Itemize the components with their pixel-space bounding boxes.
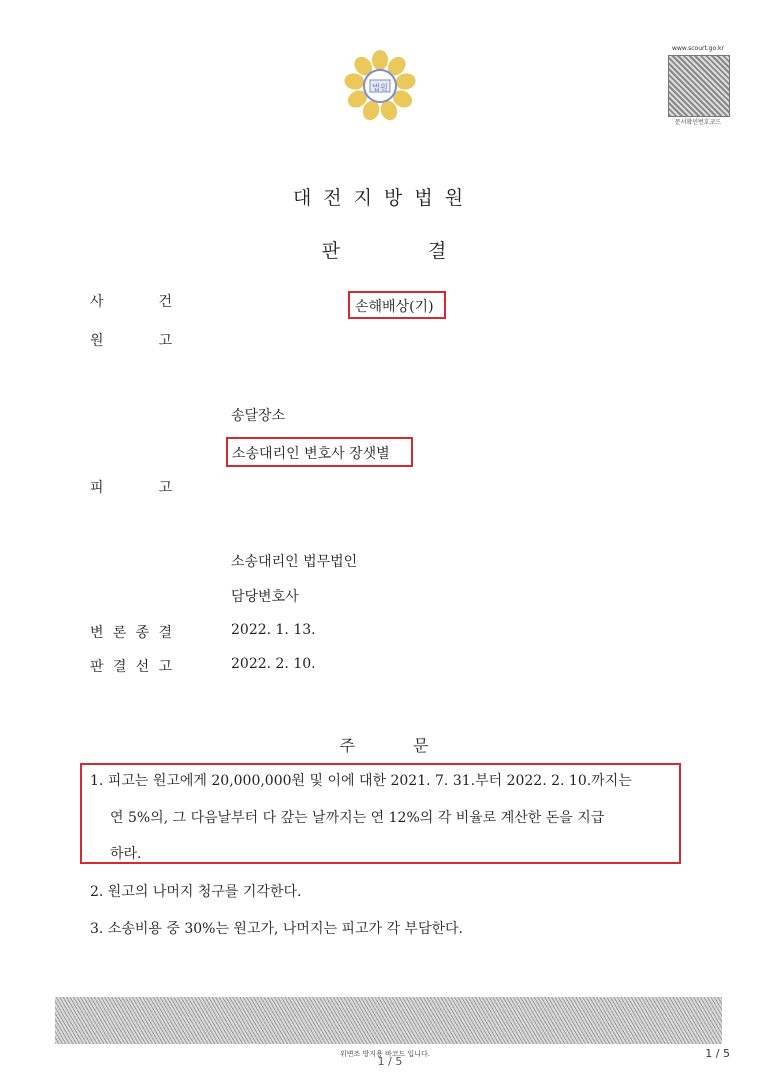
page-number-center: 1 / 5 [377, 1055, 403, 1068]
barcode-note: 위변조 방지용 바코드 입니다. [339, 1050, 431, 1058]
ruling-item1-line2: 연 5%의, 그 다음날부터 다 갚는 날까지는 연 12%의 각 비율로 계산한 돈을 지급 [110, 810, 605, 826]
plaintiff-address-label: 송달장소 [231, 408, 286, 424]
ruling-title: 주문 [339, 736, 487, 755]
defendant-counsel: 소송대리인 법무법인 [231, 554, 358, 570]
sentencing-date: 2022. 2. 10. [231, 656, 316, 672]
plaintiff-label: 원 고 [90, 333, 172, 349]
court-name: 대전지방법원 [292, 187, 476, 209]
ruling-item1-line3: 하라. [110, 846, 142, 862]
qr-caption: 문서확인번호코드 [674, 119, 722, 126]
ruling-item2: 2. 원고의 나머지 청구를 기각한다. [90, 884, 302, 900]
closing-label: 변 론 종 결 [90, 625, 172, 641]
defendant-attorney: 담당변호사 [231, 589, 299, 605]
closing-date: 2022. 1. 13. [231, 622, 316, 638]
qr-url: www.scourt.go.kr [672, 45, 724, 52]
ruling-item3: 3. 소송비용 중 30%는 원고가, 나머지는 피고가 각 부담한다. [90, 921, 463, 937]
document-type: 판결 [321, 240, 535, 262]
court-seal-icon [344, 50, 416, 122]
defendant-label: 피 고 [90, 480, 172, 496]
page-number: 1 / 5 [705, 1047, 730, 1060]
ruling-item1-line1: 1. 피고는 원고에게 20,000,000원 및 이에 대한 2021. 7. 31.부터 2022. 2. 10.까지는 [90, 773, 632, 789]
case-label: 사 건 [90, 294, 172, 310]
seal-text: 법원 [372, 83, 388, 92]
case-name: 손해배상(기) [355, 299, 434, 315]
qr-code-icon [668, 55, 730, 117]
plaintiff-counsel: 소송대리인 변호사 장샛별 [232, 446, 390, 462]
sentencing-label: 판 결 선 고 [90, 659, 172, 675]
anti-forgery-barcode [55, 997, 722, 1044]
